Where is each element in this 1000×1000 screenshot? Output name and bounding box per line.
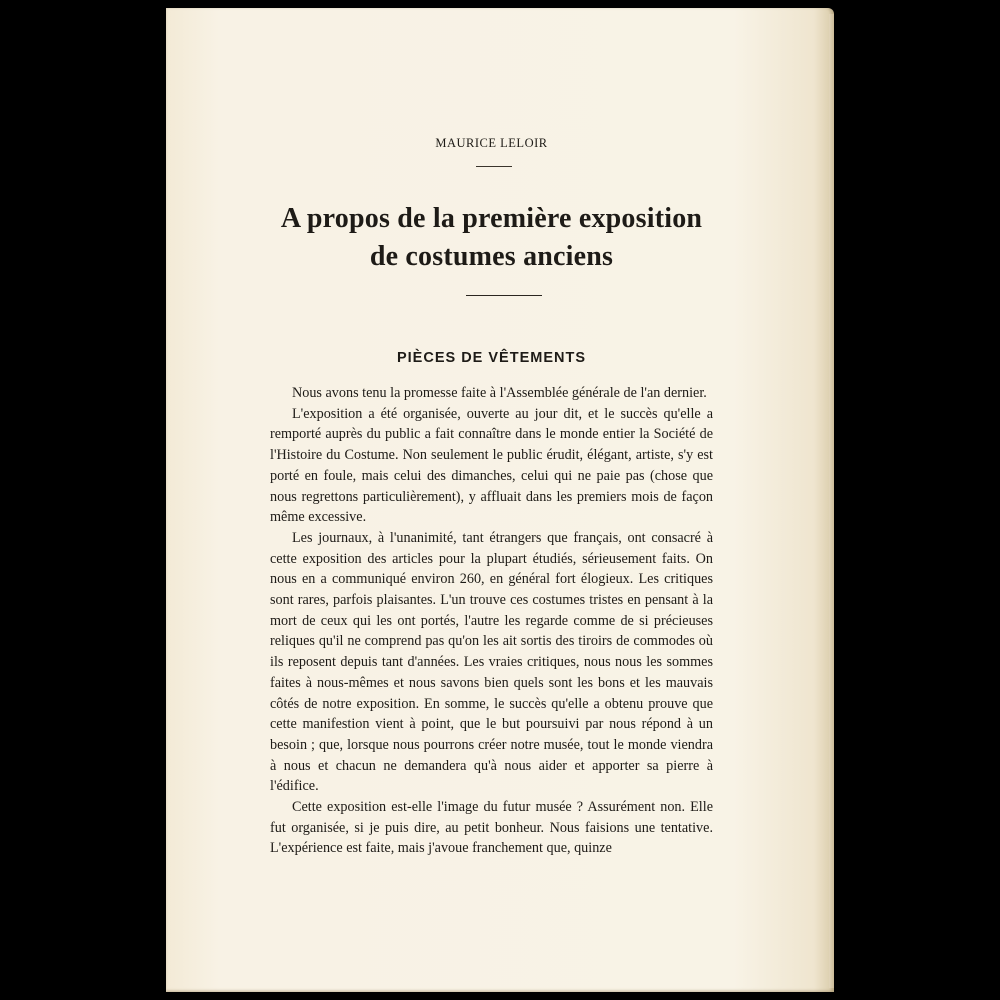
paragraph: Les journaux, à l'unanimité, tant étrangers que français, ont consacré à cette exposition des articles pour la plupart étudiés, sérieusement faits. On nous en a communiqué environ 260, en général fort élogieux. Les critiques sont rares, parfois plaisantes. L'un trouve ces costumes tristes en pensant à la mort de ceux qui les ont portés, l'autre les regarde comme de si précieuses reliques qu'il ne comprend pas qu'on les ait sortis des tiroirs de commodes où ils reposent depuis tant d'années. Les vraies critiques, nous nous les sommes faites à nous-mêmes et nous savons bien quels sont les bons et les mauvais côtés de notre exposition. En somme, le succès qu'elle a obtenu prouve que cette manifestion vient à point, que le but poursuivi par nous répond à un besoin ; que, lorsque nous pourrons créer notre musée, tout le monde viendra à nous et chacun ne demandera qu'à nous aider et apporter sa pierre à l'édifice. [270, 529, 713, 795]
section-heading: PIÈCES DE VÊTEMENTS [396, 350, 586, 366]
page-edge [829, 14, 834, 988]
title-line-2: de costumes anciens [369, 241, 614, 272]
paragraph: L'exposition a été organisée, ouverte au jour dit, et le succès qu'elle a remporté auprès du public a fait connaître dans le monde entier la Société de l'Histoire du Costume. Non seulement le public érudit, élégant, artiste, s'y est porté en foule, mais celui des dimanches, celui qui ne paie pas (chose que nous regrettons particulièrement), y affluait dans les premiers mois de façon même excessive. [270, 405, 713, 526]
divider-rule [466, 295, 542, 296]
title-line-1: A propos de la première exposition [280, 203, 703, 234]
body-text [270, 383, 713, 859]
divider-rule [476, 166, 512, 167]
author-name: MAURICE LELOIR [435, 136, 548, 150]
paragraph: Cette exposition est-elle l'image du futur musée ? Assurément non. Elle fut organisée, si je puis dire, au petit bonheur. Nous faisions une tentative. L'expérience est faite, mais j'avoue franchement que, quinze [270, 799, 713, 857]
document-page [166, 8, 834, 992]
paragraph: Nous avons tenu la promesse faite à l'Assemblée générale de l'an dernier. [292, 385, 707, 401]
article-title [260, 200, 723, 276]
